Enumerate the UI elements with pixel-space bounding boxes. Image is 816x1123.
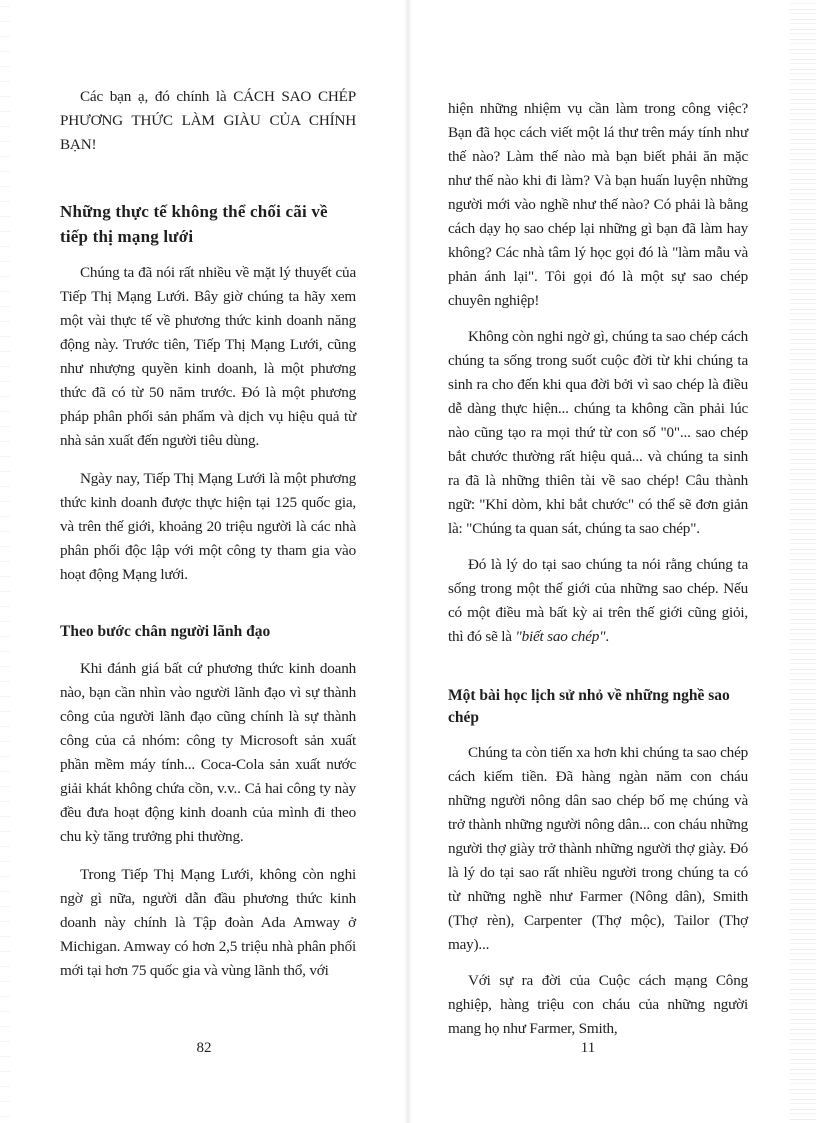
- right-paragraph-5: Với sự ra đời của Cuộc cách mạng Công nghiệp, hàng triệu con cháu của những người mang họ như Farmer, Smith,: [448, 972, 748, 1037]
- page-edge-right: [790, 0, 816, 1123]
- left-paragraph-3: Khi đánh giá bất cứ phương thức kinh doanh nào, bạn cần nhìn vào người lãnh đạo vì sự thành công của người lãnh đạo cũng chính là sự thành công của cả nhóm: công ty Microsoft sản xuất phần mềm máy tính... Coca-Cola sản xuất nước giải khát không chứa cồn, v.v.. Cả hai công ty này đều đưa hoạt động kinh doanh của mình đi theo chu kỳ tăng trưởng phi thường.: [60, 660, 356, 845]
- right-paragraph-1: hiện những nhiệm vụ cần làm trong công việc? Bạn đã học cách viết một lá thư trên máy tính như thế nào? Làm thế nào mà bạn biết phải ăn mặc như thế nào khi đi làm? Và bạn huấn luyện những người mới vào nghề như thế nào? Có phải là bằng cách dạy họ sao chép lại những gì bạn đã làm hay không? Các nhà tâm lý học gọi đó là "làm mẫu và phản ánh lại". Tôi gọi đó là một sự sao chép chuyên nghiệp!: [448, 100, 748, 309]
- left-page-number: 82: [196, 1040, 212, 1056]
- left-heading-network-marketing-facts: Những thực tế không thể chối cãi về tiếp thị mạng lưới: [60, 202, 328, 246]
- right-paragraph-3-text: Đó là lý do tại sao chúng ta nói rằng chúng ta sống trong một thế giới của những sao chép. Nếu có một điều mà bất kỳ ai trên thế giới cũng giỏi, thì đó sẽ là: [448, 556, 748, 645]
- left-text-column: [60, 85, 356, 983]
- left-heading-follow-leader: Theo bước chân người lãnh đạo: [60, 623, 271, 640]
- right-text-column: [448, 97, 748, 1041]
- right-page: [408, 0, 816, 1123]
- right-page-number: 11: [580, 1040, 596, 1056]
- right-paragraph-3-italic: "biết sao chép": [515, 628, 606, 645]
- left-paragraph-1: Chúng ta đã nói rất nhiều về mặt lý thuyết của Tiếp Thị Mạng Lưới. Bây giờ chúng ta hãy xem một vài thực tế về phương thức kinh doanh năng động này. Trước tiên, Tiếp Thị Mạng Lưới, cũng như nhượng quyền kinh doanh, là một phương thức đã có từ 50 năm trước. Đó là một phương pháp phân phối sản phẩm và dịch vụ hiệu quả từ nhà sản xuất đến người tiêu dùng.: [60, 264, 356, 449]
- right-paragraph-2: Không còn nghi ngờ gì, chúng ta sao chép cách chúng ta sống trong suốt cuộc đời từ khi chúng ta sinh ra cho đến khi qua đời bởi vì sao chép là điều dễ dàng thực hiện... chúng ta không cần phải lúc nào cũng tạo ra mọi thứ từ con số "0"... sao chép bắt chước thường rất hiệu quả... và chúng ta sinh ra đã là những thiên tài về sao chép! Câu thành ngữ: "Khỉ dòm, khỉ bắt chước" có thể sẽ đơn giản là: "Chúng ta quan sát, chúng ta sao chép".: [448, 328, 748, 537]
- left-paragraph-2: Ngày nay, Tiếp Thị Mạng Lưới là một phương thức kinh doanh được thực hiện tại 125 quốc gia, và trên thế giới, khoảng 20 triệu người là các nhà phân phối độc lập với một công ty tham gia vào hoạt động Mạng lưới.: [60, 470, 356, 583]
- right-heading-history-lesson: Một bài học lịch sử nhỏ về những nghề sao chép: [448, 687, 730, 726]
- right-paragraph-4: Chúng ta còn tiến xa hơn khi chúng ta sao chép cách kiếm tiền. Đã hàng ngàn năm con cháu những người nông dân sao chép bố mẹ chúng và trở thành những người nông dân... con cháu những người thợ giày trở thành những người thợ giày. Đó là lý do tại sao rất nhiều người trong chúng ta có từ những nghề như Farmer (Nông dân), Smith (Thợ rèn), Carpenter (Thợ mộc), Tailor (Thợ may)...: [448, 744, 748, 953]
- left-intro-paragraph: Các bạn ạ, đó chính là CÁCH SAO CHÉP PHƯƠNG THỨC LÀM GIÀU CỦA CHÍNH BẠN!: [60, 88, 356, 153]
- right-paragraph-3-end: .: [605, 628, 609, 645]
- right-paragraph-3: [448, 553, 748, 649]
- left-paragraph-4: Trong Tiếp Thị Mạng Lưới, không còn nghi ngờ gì nữa, người dẫn đầu phương thức kinh doanh này chính là Tập đoàn Ada Amway ở Michigan. Amway có hơn 2,5 triệu nhà phân phối mới tại hơn 75 quốc gia và vùng lãnh thổ, với: [60, 866, 356, 979]
